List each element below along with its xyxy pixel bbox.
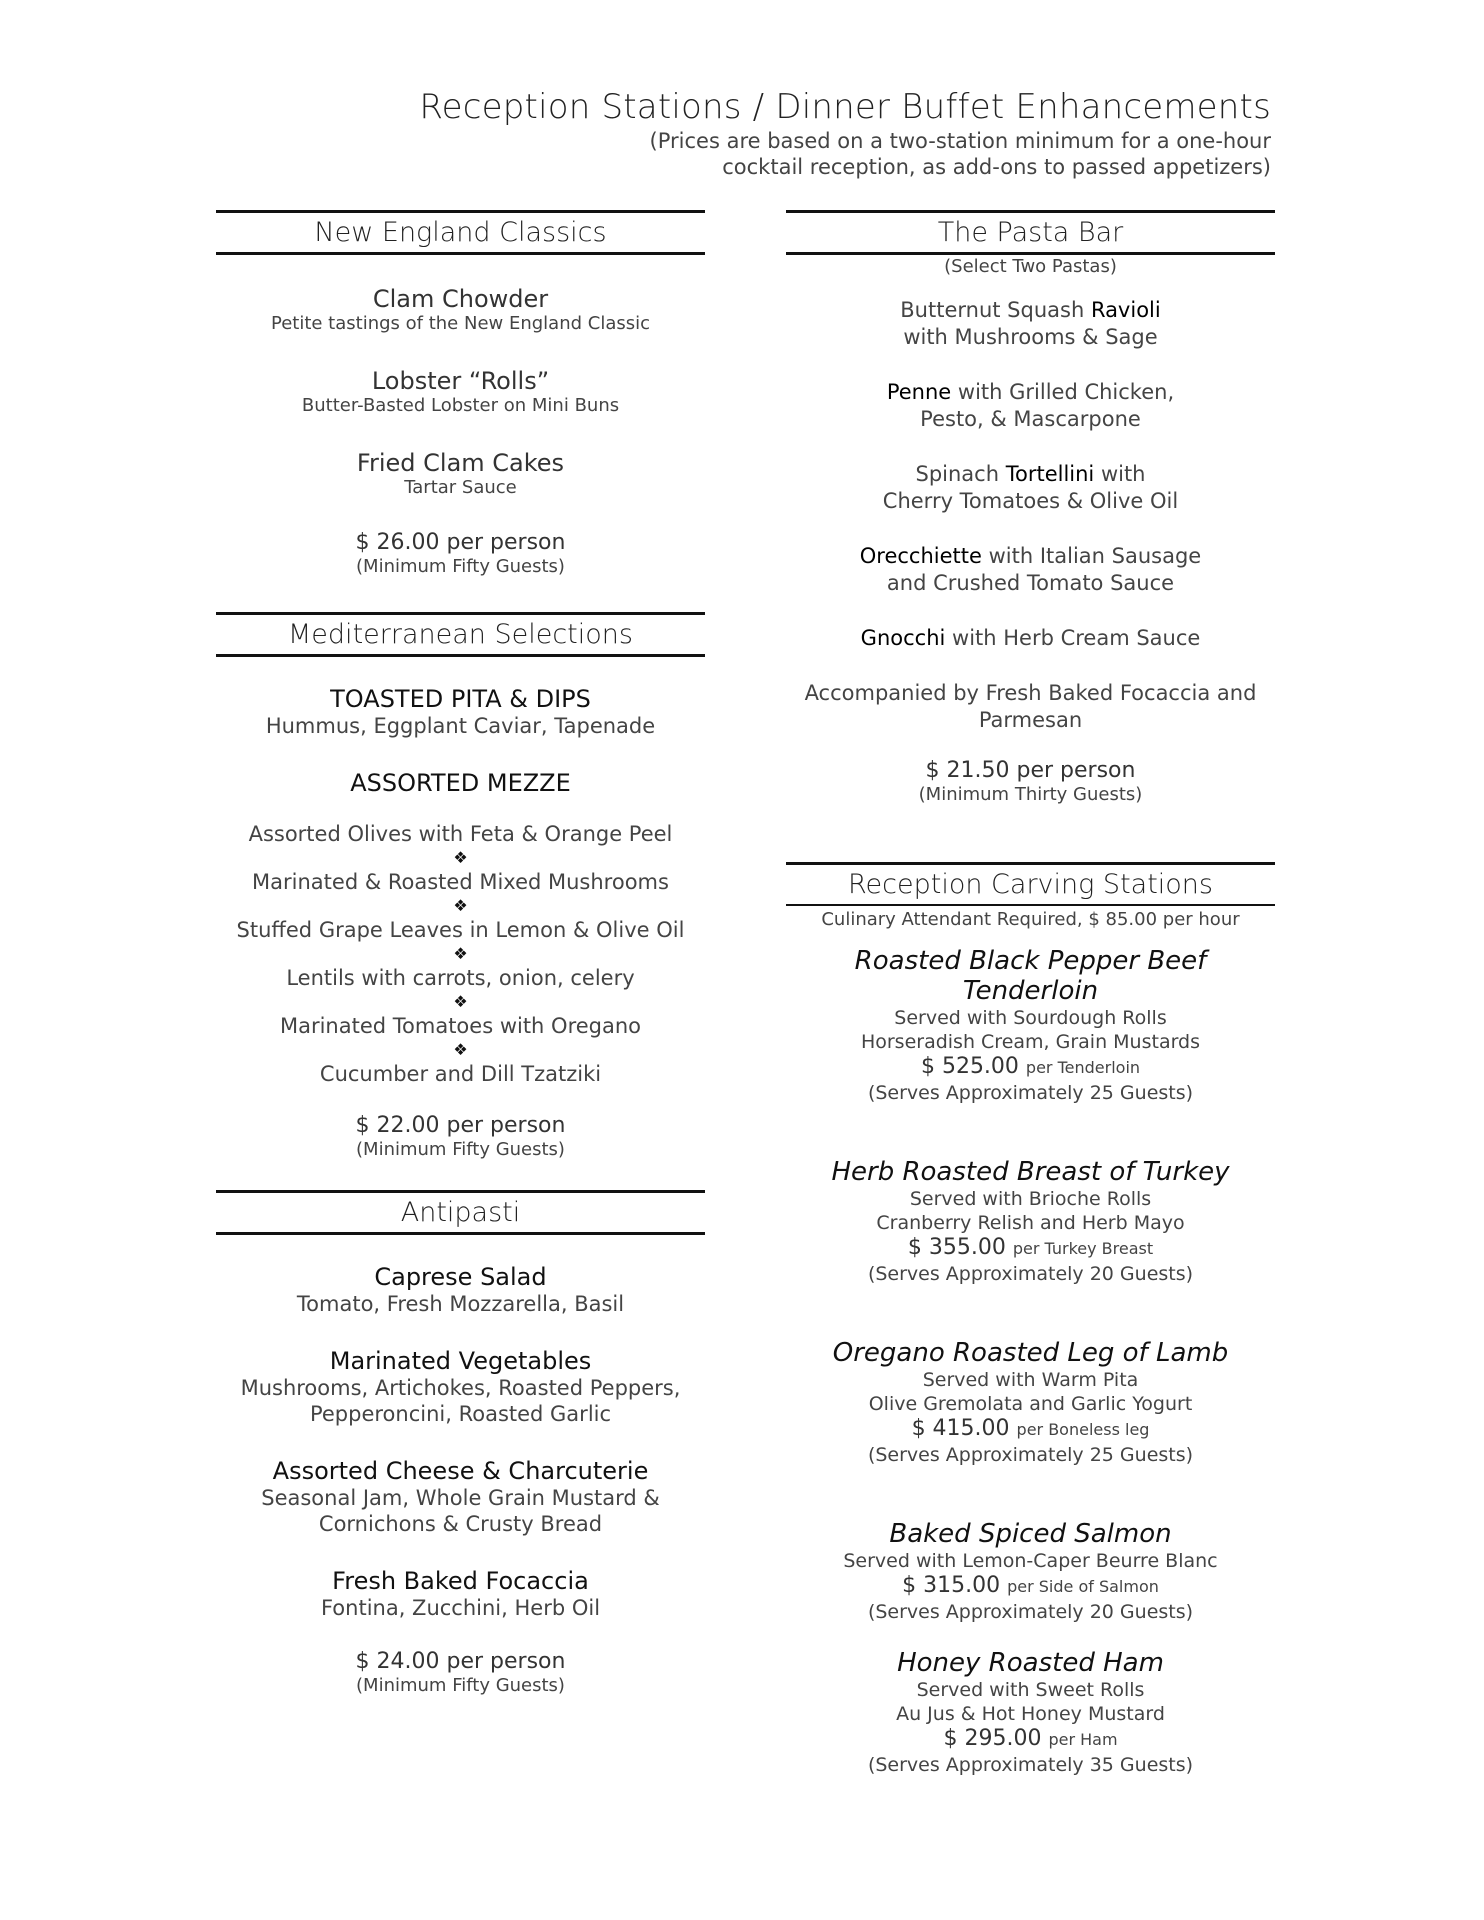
pasta-text: with bbox=[1094, 462, 1146, 486]
pasta-text: with Herb Cream Sauce bbox=[945, 626, 1201, 650]
pasta-line-2: Cherry Tomatoes & Olive Oil bbox=[882, 489, 1179, 513]
item-desc: Mushrooms, Artichokes, Roasted Peppers, bbox=[240, 1376, 681, 1400]
item-name: Fried Clam Cakes bbox=[356, 449, 565, 477]
page-subtitle-line-2: cocktail reception, as add-ons to passed appetizers) bbox=[722, 155, 1271, 179]
carving-name: Herb Roasted Breast of Turkey bbox=[831, 1157, 1230, 1187]
mezze-item: Assorted Olives with Feta & Orange Peel bbox=[248, 822, 673, 846]
carving-detail: Au Jus & Hot Honey Mustard bbox=[896, 1703, 1165, 1725]
pasta-name: Tortellini bbox=[1005, 462, 1095, 486]
section-title: Antipasti bbox=[216, 1190, 705, 1235]
menu-item bbox=[216, 1263, 705, 1317]
pasta-item bbox=[786, 297, 1275, 351]
pasta-item bbox=[786, 379, 1275, 433]
pasta-item bbox=[786, 543, 1275, 597]
menu-item bbox=[216, 449, 705, 499]
pasta-line-2: with Mushrooms & Sage bbox=[903, 325, 1158, 349]
carving-item bbox=[786, 1157, 1275, 1286]
carving-price: $ 355.00 bbox=[907, 1235, 1006, 1260]
price: $ 21.50 per person bbox=[925, 758, 1136, 783]
item-name: Clam Chowder bbox=[372, 285, 549, 313]
section-new-england-classics bbox=[216, 210, 705, 578]
carving-name: Honey Roasted Ham bbox=[897, 1648, 1164, 1678]
carving-name: Roasted Black Pepper Beef Tenderloin bbox=[854, 946, 1207, 1006]
accompaniment bbox=[786, 680, 1275, 734]
price: $ 22.00 per person bbox=[355, 1113, 566, 1138]
carving-detail: Served with Sourdough Rolls bbox=[894, 1007, 1167, 1029]
carving-item bbox=[786, 1648, 1275, 1777]
carving-serves: (Serves Approximately 35 Guests) bbox=[867, 1754, 1194, 1776]
accompaniment-line-1: Accompanied by Fresh Baked Focaccia and bbox=[804, 681, 1257, 705]
minimum-guests: (Minimum Thirty Guests) bbox=[918, 784, 1143, 805]
item-desc: Seasonal Jam, Whole Grain Mustard & bbox=[261, 1486, 660, 1510]
pasta-item bbox=[786, 625, 1275, 652]
price: $ 26.00 per person bbox=[355, 530, 566, 555]
carving-serves: (Serves Approximately 25 Guests) bbox=[867, 1082, 1194, 1104]
price-block bbox=[216, 1649, 705, 1697]
carving-unit: per Boneless leg bbox=[1016, 1420, 1150, 1439]
mezze-item: Lentils with carrots, onion, celery bbox=[286, 966, 635, 990]
price-block bbox=[216, 1113, 705, 1161]
pasta-name: Orecchiette bbox=[859, 544, 982, 568]
carving-detail: Cranberry Relish and Herb Mayo bbox=[876, 1212, 1185, 1234]
separator-ornament: ❖ bbox=[453, 848, 468, 867]
carving-item bbox=[786, 946, 1275, 1105]
menu-item bbox=[216, 1347, 705, 1427]
item-desc: Tartar Sauce bbox=[404, 477, 517, 498]
menu-item bbox=[216, 685, 705, 739]
section-title: New England Classics bbox=[216, 210, 705, 255]
menu-item bbox=[216, 285, 705, 335]
section-title: Reception Carving Stations bbox=[786, 862, 1275, 906]
carving-detail: Horseradish Cream, Grain Mustards bbox=[860, 1031, 1201, 1053]
carving-item bbox=[786, 1338, 1275, 1467]
section-antipasti bbox=[216, 1190, 705, 1697]
item-desc: Fontina, Zucchini, Herb Oil bbox=[320, 1596, 601, 1620]
section-title: The Pasta Bar bbox=[786, 210, 1275, 255]
item-name: Marinated Vegetables bbox=[329, 1347, 592, 1375]
section-title: Mediterranean Selections bbox=[216, 612, 705, 657]
pasta-text: Butternut Squash bbox=[900, 298, 1091, 322]
item-desc: Petite tastings of the New England Classic bbox=[270, 313, 651, 334]
item-name: Fresh Baked Focaccia bbox=[332, 1567, 589, 1595]
price-block bbox=[786, 758, 1275, 806]
carving-detail: Olive Gremolata and Garlic Yogurt bbox=[868, 1393, 1193, 1415]
carving-price: $ 525.00 bbox=[920, 1054, 1019, 1079]
item-desc: Cornichons & Crusty Bread bbox=[318, 1512, 603, 1536]
separator-ornament: ❖ bbox=[453, 896, 468, 915]
pasta-name: Ravioli bbox=[1090, 298, 1161, 322]
section-pasta-bar bbox=[786, 210, 1275, 806]
pasta-text: Spinach bbox=[915, 462, 1006, 486]
carving-detail: Served with Lemon-Caper Beurre Blanc bbox=[843, 1550, 1218, 1572]
mezze-list bbox=[216, 821, 705, 1087]
section-note: (Select Two Pastas) bbox=[944, 256, 1117, 277]
pasta-text: with Italian Sausage bbox=[981, 544, 1202, 568]
carving-item bbox=[786, 1519, 1275, 1624]
separator-ornament: ❖ bbox=[453, 992, 468, 1011]
page-title: Reception Stations / Dinner Buffet Enhancements bbox=[419, 87, 1271, 127]
pasta-line-2: Pesto, & Mascarpone bbox=[920, 407, 1141, 431]
carving-detail: Served with Sweet Rolls bbox=[916, 1679, 1145, 1701]
section-carving-stations bbox=[786, 862, 1275, 1777]
carving-price: $ 315.00 bbox=[902, 1573, 1001, 1598]
page-header bbox=[419, 86, 1271, 180]
carving-detail: Served with Brioche Rolls bbox=[909, 1188, 1152, 1210]
carving-name: Oregano Roasted Leg of Lamb bbox=[832, 1338, 1229, 1368]
item-name: ASSORTED MEZZE bbox=[350, 769, 571, 797]
carving-price: $ 295.00 bbox=[943, 1726, 1042, 1751]
item-name: Lobster “Rolls” bbox=[371, 367, 550, 395]
carving-serves: (Serves Approximately 25 Guests) bbox=[867, 1444, 1194, 1466]
page-subtitle-line-1: (Prices are based on a two-station minimum for a one-hour bbox=[649, 129, 1271, 153]
carving-name: Baked Spiced Salmon bbox=[889, 1519, 1172, 1549]
carving-unit: per Ham bbox=[1048, 1730, 1118, 1749]
item-desc: Tomato, Fresh Mozzarella, Basil bbox=[296, 1292, 625, 1316]
mezze-item: Stuffed Grape Leaves in Lemon & Olive Oil bbox=[236, 918, 685, 942]
carving-detail: Served with Warm Pita bbox=[922, 1369, 1139, 1391]
item-desc: Pepperoncini, Roasted Garlic bbox=[309, 1402, 612, 1426]
carving-serves: (Serves Approximately 20 Guests) bbox=[867, 1601, 1194, 1623]
pasta-text: with Grilled Chicken, bbox=[951, 380, 1175, 404]
carving-serves: (Serves Approximately 20 Guests) bbox=[867, 1263, 1194, 1285]
item-desc: Hummus, Eggplant Caviar, Tapenade bbox=[265, 714, 656, 738]
item-name: TOASTED PITA & DIPS bbox=[330, 685, 591, 713]
mezze-item: Cucumber and Dill Tzatziki bbox=[319, 1062, 602, 1086]
pasta-name: Penne bbox=[886, 380, 952, 404]
menu-item bbox=[216, 1567, 705, 1621]
price-block bbox=[216, 530, 705, 578]
section-note: Culinary Attendant Required, $ 85.00 per hour bbox=[821, 909, 1240, 930]
item-desc: Butter-Basted Lobster on Mini Buns bbox=[301, 395, 620, 416]
item-name: Assorted Cheese & Charcuterie bbox=[272, 1457, 649, 1485]
menu-item bbox=[216, 1457, 705, 1537]
pasta-item bbox=[786, 461, 1275, 515]
minimum-guests: (Minimum Fifty Guests) bbox=[356, 1139, 565, 1160]
carving-unit: per Turkey Breast bbox=[1012, 1239, 1154, 1258]
item-name: Caprese Salad bbox=[374, 1263, 547, 1291]
minimum-guests: (Minimum Fifty Guests) bbox=[356, 1675, 565, 1696]
carving-unit: per Tenderloin bbox=[1025, 1058, 1141, 1077]
menu-item bbox=[216, 367, 705, 417]
accompaniment-line-2: Parmesan bbox=[978, 708, 1083, 732]
section-mediterranean-selections bbox=[216, 612, 705, 1161]
price: $ 24.00 per person bbox=[355, 1649, 566, 1674]
separator-ornament: ❖ bbox=[453, 1040, 468, 1059]
pasta-line-2: and Crushed Tomato Sauce bbox=[886, 571, 1175, 595]
pasta-name: Gnocchi bbox=[860, 626, 946, 650]
minimum-guests: (Minimum Fifty Guests) bbox=[356, 556, 565, 577]
carving-price: $ 415.00 bbox=[911, 1416, 1010, 1441]
mezze-item: Marinated Tomatoes with Oregano bbox=[279, 1014, 642, 1038]
carving-unit: per Side of Salmon bbox=[1007, 1577, 1159, 1596]
mezze-item: Marinated & Roasted Mixed Mushrooms bbox=[252, 870, 669, 894]
menu-item bbox=[216, 769, 705, 797]
separator-ornament: ❖ bbox=[453, 944, 468, 963]
